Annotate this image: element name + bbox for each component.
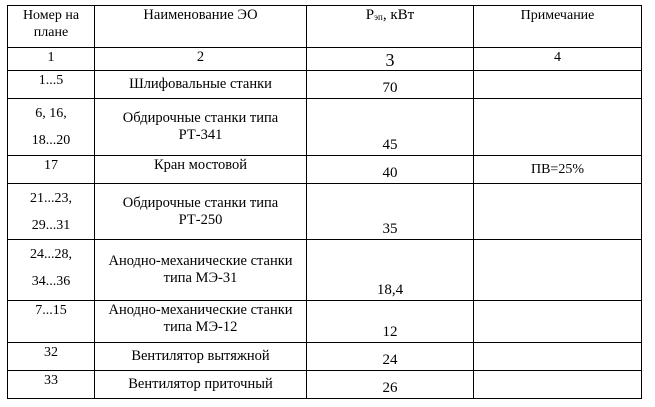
table-row: [8, 343, 642, 371]
table-row: [8, 371, 642, 399]
plan-number-cell: 32: [8, 343, 95, 371]
equipment-name-cell: Обдирочные станки типа РТ-250: [95, 184, 307, 240]
power-cell: 45: [307, 99, 474, 156]
power-cell: 35: [307, 184, 474, 240]
header-note: Примечание: [474, 6, 642, 48]
plan-number-cell: 21...23, 29...31: [8, 184, 95, 240]
equipment-name-cell: Кран мостовой: [95, 156, 307, 184]
power-cell: 40: [307, 156, 474, 184]
table-row: [8, 240, 642, 301]
table-row: [8, 71, 642, 99]
note-cell: ПВ=25%: [474, 156, 642, 184]
index-cell: 4: [474, 48, 642, 71]
plan-number-cell: 7...15: [8, 301, 95, 343]
equipment-table: [7, 5, 642, 399]
note-cell: [474, 301, 642, 343]
equipment-name-cell: Анодно-механические станки типа МЭ-12: [95, 301, 307, 343]
note-cell: [474, 99, 642, 156]
table-header-row: [8, 6, 642, 48]
equipment-name-cell: Обдирочные станки типа РТ-341: [95, 99, 307, 156]
plan-number-cell: 17: [8, 156, 95, 184]
equipment-name-cell: Анодно-механические станки типа МЭ-31: [95, 240, 307, 301]
header-plan-number: Номер на плане: [8, 6, 95, 48]
table-row: [8, 301, 642, 343]
plan-number-cell: 1...5: [8, 71, 95, 99]
note-cell: [474, 343, 642, 371]
power-cell: 18,4: [307, 240, 474, 301]
index-cell: 2: [95, 48, 307, 71]
header-equipment-name: Наименование ЭО: [95, 6, 307, 48]
table-index-row: [8, 48, 642, 71]
index-cell: 3: [307, 48, 474, 71]
note-cell: [474, 240, 642, 301]
equipment-name-cell: Вентилятор приточный: [95, 371, 307, 399]
note-cell: [474, 71, 642, 99]
plan-number-cell: 24...28, 34...36: [8, 240, 95, 301]
power-cell: 70: [307, 71, 474, 99]
equipment-name-cell: Вентилятор вытяжной: [95, 343, 307, 371]
equipment-name-cell: Шлифовальные станки: [95, 71, 307, 99]
table-row: [8, 184, 642, 240]
note-cell: [474, 184, 642, 240]
plan-number-cell: 6, 16, 18...20: [8, 99, 95, 156]
header-power: Pэп, кВт: [307, 6, 474, 48]
power-cell: 26: [307, 371, 474, 399]
power-cell: 24: [307, 343, 474, 371]
table-row: [8, 99, 642, 156]
power-cell: 12: [307, 301, 474, 343]
index-cell: 1: [8, 48, 95, 71]
note-cell: [474, 371, 642, 399]
plan-number-cell: 33: [8, 371, 95, 399]
table-row: [8, 156, 642, 184]
